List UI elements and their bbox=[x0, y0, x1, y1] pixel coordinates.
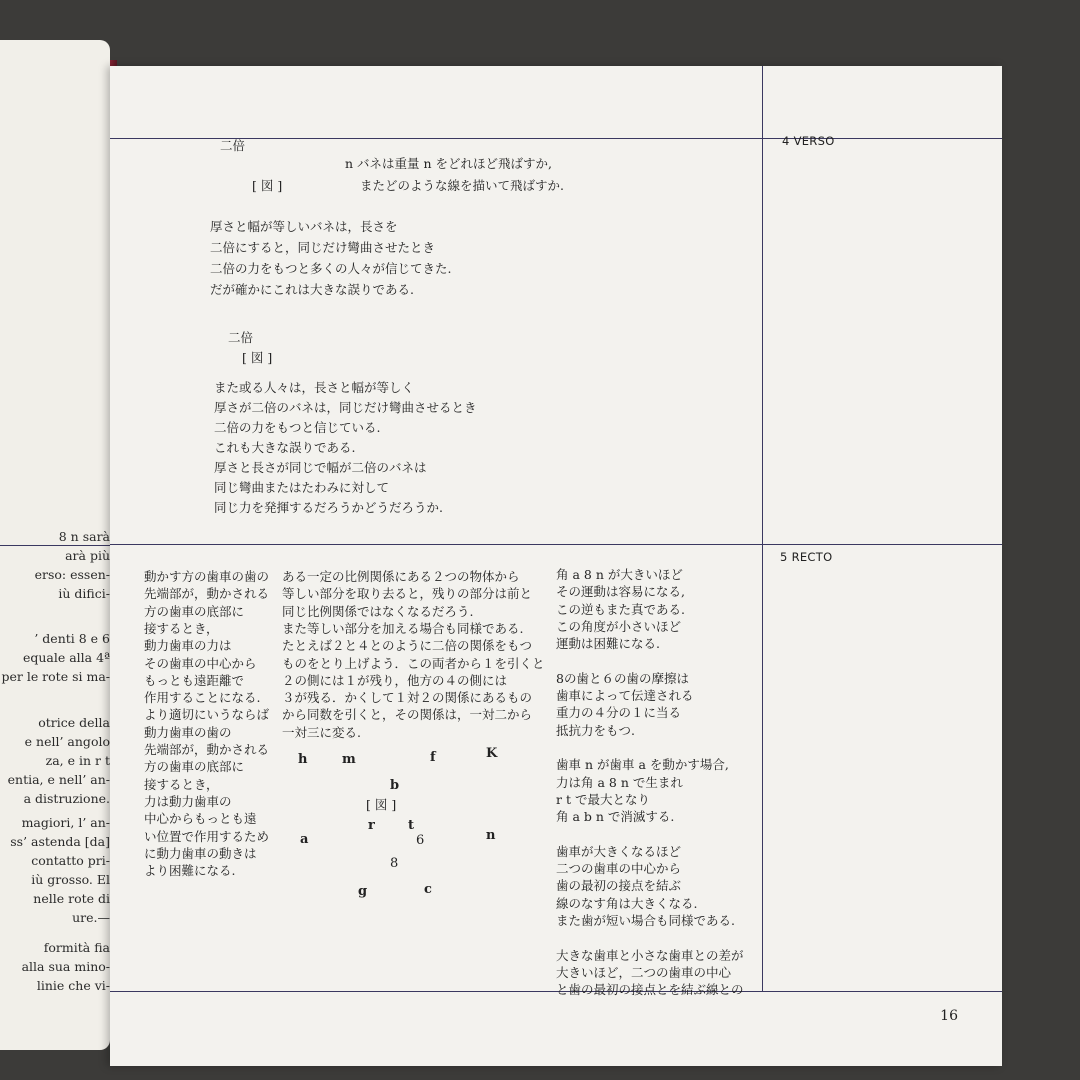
left-page-line: formità fia bbox=[43, 941, 110, 955]
recto-line: 動かす方の歯車の歯の bbox=[144, 569, 270, 584]
right-page bbox=[110, 66, 1002, 1066]
left-page-line: a distruzione. bbox=[23, 792, 110, 806]
recto-line: 大きいほど，二つの歯車の中心 bbox=[556, 964, 732, 980]
left-page-line: equale alla 4ª bbox=[22, 651, 110, 665]
figure-letter: n bbox=[486, 828, 496, 843]
recto-line: もっとも遠距離で bbox=[144, 672, 245, 688]
verso-line: 厚さが二倍のバネは，同じだけ彎曲させるとき bbox=[214, 400, 477, 415]
verso-question-line1: n バネは重量 n をどれほど飛ばすか, bbox=[345, 156, 552, 171]
recto-line: r t で最大となり bbox=[556, 791, 650, 807]
recto-figure-label: [ 図 ] bbox=[366, 797, 397, 812]
figure-letter: r bbox=[368, 818, 375, 833]
verso-line: だが確かにこれは大きな誤りである. bbox=[210, 282, 414, 297]
recto-line: ３が残る．かくして１対２の関係にあるもの bbox=[282, 690, 533, 706]
recto-line: 先端部が，動かされる bbox=[144, 586, 270, 602]
recto-line: より適切にいうならば bbox=[144, 707, 270, 723]
recto-line: から同数を引くと，その関係は，一対二から bbox=[282, 707, 533, 723]
recto-line: 重力の４分の１に当る bbox=[556, 705, 682, 721]
recto-line: この角度が小さいほど bbox=[556, 618, 682, 634]
recto-line: 作用することになる. bbox=[144, 690, 261, 706]
figure-letter: m bbox=[342, 752, 356, 767]
recto-line: 歯車が大きくなるほど bbox=[556, 843, 682, 859]
figure-letter: t bbox=[408, 818, 415, 833]
verso-line: 二倍の力をもつと多くの人々が信じてきた. bbox=[210, 261, 452, 276]
verso-line: 同じ力を発揮するだろうかどうだろうか. bbox=[214, 500, 443, 515]
left-page-line: linie che vi- bbox=[36, 979, 110, 993]
verso-question-line2: またどのような線を描いて飛ばすか. bbox=[360, 178, 564, 193]
recto-line: 等しい部分を取り去ると，残りの部分は前と bbox=[282, 586, 533, 602]
recto-line: 方の歯車の底部に bbox=[144, 603, 245, 619]
recto-line: 方の歯車の底部に bbox=[144, 759, 245, 775]
recto-line: 中心からもっとも遠 bbox=[144, 811, 257, 827]
recto-line: たとえば２と４とのように二倍の関係をもつ bbox=[282, 638, 533, 654]
verso-line: また或る人々は，長さと幅が等しく bbox=[214, 380, 415, 395]
verso-line: 厚さと長さが同じで幅が二倍のバネは bbox=[214, 460, 427, 475]
recto-label: 5 RECTO bbox=[780, 550, 833, 564]
recto-line: その運動は容易になる, bbox=[556, 584, 685, 600]
recto-line: より困難になる. bbox=[144, 863, 236, 879]
figure-letter: g bbox=[358, 884, 368, 899]
recto-line: 運動は困難になる. bbox=[556, 636, 660, 652]
left-page-line: ss’ astenda [da] bbox=[10, 835, 110, 849]
left-page-line: ’ denti 8 e 6 bbox=[34, 632, 110, 646]
verso-line: 同じ彎曲またはたわみに対して bbox=[214, 480, 390, 495]
recto-line: 同じ比例関係ではなくなるだろう. bbox=[282, 603, 474, 619]
figure-letter: f bbox=[430, 750, 436, 765]
recto-line: 線のなす角は大きくなる. bbox=[556, 895, 698, 911]
figure-letter: a bbox=[300, 832, 309, 847]
left-page bbox=[0, 40, 110, 1050]
left-page-line: alla sua mino- bbox=[21, 960, 110, 974]
recto-line: ある一定の比例関係にある２つの物体から bbox=[282, 569, 520, 584]
recto-line: 角 a 8 n が大きいほど bbox=[556, 567, 683, 582]
recto-line: 動力歯車の歯の bbox=[144, 724, 232, 740]
recto-line: 二つの歯車の中心から bbox=[556, 861, 682, 877]
recto-line: また歯が短い場合も同様である. bbox=[556, 913, 735, 928]
verso-second-word: 二倍 bbox=[228, 330, 254, 345]
figure-letter: 8 bbox=[390, 856, 399, 871]
recto-line: 接するとき， bbox=[144, 776, 219, 792]
recto-line: 歯の最初の接点を結ぶ bbox=[556, 878, 682, 894]
verso-line: 二倍にすると，同じだけ彎曲させたとき bbox=[210, 240, 436, 255]
figure-letter: 6 bbox=[416, 833, 425, 848]
recto-line: 力は動力歯車の bbox=[144, 793, 232, 809]
recto-line: い位置で作用するため bbox=[144, 828, 270, 844]
left-page-line: otrice della bbox=[38, 716, 110, 730]
left-page-line: 8 n sarà bbox=[58, 530, 110, 544]
left-page-line: magiori, l’ an- bbox=[21, 816, 110, 830]
recto-line: ものをとり上げよう．この両者から１を引くと bbox=[282, 655, 545, 671]
recto-line: その歯車の中心から bbox=[144, 655, 257, 671]
recto-line: 歯車によって伝達される bbox=[556, 688, 694, 704]
recto-line: 接するとき， bbox=[144, 620, 219, 636]
recto-line: 8の歯と６の歯の摩擦は bbox=[556, 670, 689, 686]
page-number: 16 bbox=[940, 1008, 958, 1024]
figure-letter: h bbox=[298, 752, 308, 767]
left-page-line: za, e in r t bbox=[45, 754, 110, 768]
verso-line: 厚さと幅が等しいバネは，長さを bbox=[210, 219, 398, 234]
verso-line: 二倍の力をもつと信じている. bbox=[214, 420, 381, 435]
left-page-line: entia, e nell’ an- bbox=[7, 773, 110, 787]
recto-line: に動力歯車の動きは bbox=[144, 845, 257, 861]
left-page-rule bbox=[0, 545, 110, 546]
recto-line: 抵抗力をもつ. bbox=[556, 722, 635, 738]
left-page-line: per le rote si ma- bbox=[1, 670, 110, 684]
verso-label: 4 VERSO bbox=[782, 134, 835, 148]
recto-line: 角 a b n で消滅する. bbox=[556, 809, 675, 825]
left-page-line: contatto pri- bbox=[31, 854, 110, 868]
recto-line: ２の側には１が残り，他方の４の側には bbox=[282, 672, 508, 688]
left-page-line: nelle rote di bbox=[33, 892, 110, 906]
left-page-line: iù grosso. El bbox=[31, 873, 110, 887]
verso-second-figure-label: [ 図 ] bbox=[242, 350, 273, 365]
left-page-line: ure.— bbox=[72, 911, 110, 925]
verso-figure-label: [ 図 ] bbox=[252, 178, 283, 193]
recto-line: また等しい部分を加える場合も同様である. bbox=[282, 620, 524, 636]
figure-letter: c bbox=[424, 882, 432, 897]
recto-line: 歯車 n が歯車 a を動かす場合, bbox=[556, 757, 729, 773]
recto-line: 先端部が，動かされる bbox=[144, 742, 270, 757]
figure-letter: K bbox=[486, 746, 498, 761]
verso-top-word: 二倍 bbox=[220, 138, 246, 153]
recto-line: 動力歯車の力は bbox=[144, 638, 232, 654]
left-page-line: iù difici- bbox=[58, 587, 110, 601]
column-divider bbox=[762, 66, 763, 991]
left-page-line: e nell’ angolo bbox=[24, 735, 110, 749]
recto-line: この逆もまた真である. bbox=[556, 601, 685, 617]
middle-rule bbox=[110, 544, 1002, 545]
left-page-line: erso: essen- bbox=[34, 568, 110, 582]
recto-line: 一対三に変る. bbox=[282, 724, 361, 740]
recto-line: 力は角 a 8 n で生まれ bbox=[556, 774, 683, 790]
recto-line: と歯の最初の接点とを結ぶ線との bbox=[556, 982, 744, 998]
verso-line: これも大きな誤りである. bbox=[214, 440, 356, 455]
figure-letter: b bbox=[390, 778, 400, 793]
left-page-line: arà più bbox=[65, 549, 110, 563]
recto-line: 大きな歯車と小さな歯車との差が bbox=[556, 947, 744, 963]
